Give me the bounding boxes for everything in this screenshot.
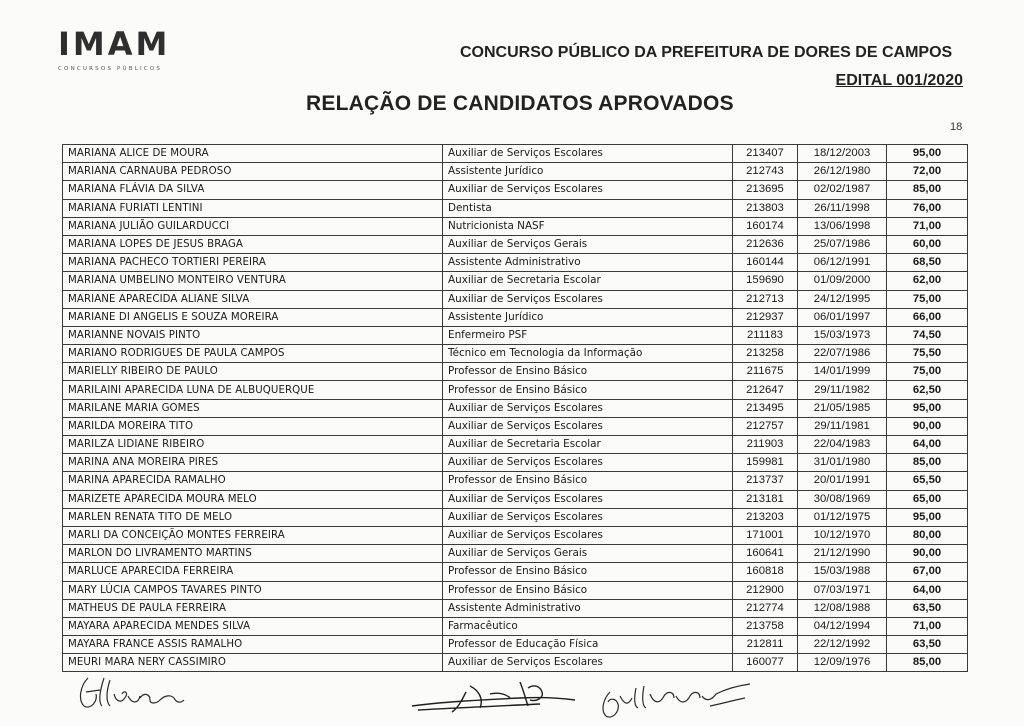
logo-wordmark: IMAM xyxy=(58,25,171,63)
candidate-name-cell: MARIANO RODRIGUES DE PAULA CAMPOS xyxy=(63,345,443,363)
score-cell: 72,00 xyxy=(887,163,968,181)
score-cell: 67,00 xyxy=(887,563,968,581)
score-cell: 64,00 xyxy=(887,581,968,599)
birth-date-cell: 10/12/1970 xyxy=(798,526,887,544)
signature-3 xyxy=(603,684,750,717)
position-cell: Auxiliar de Serviços Gerais xyxy=(443,545,733,563)
registration-cell: 212713 xyxy=(733,290,798,308)
score-cell: 63,50 xyxy=(887,599,968,617)
registration-cell: 213258 xyxy=(733,345,798,363)
candidate-name-cell: MEURI MARA NERY CASSIMIRO xyxy=(63,654,443,672)
table-row xyxy=(63,235,968,253)
page-number: 18 xyxy=(950,121,963,133)
approved-candidates-table xyxy=(62,144,968,672)
birth-date-cell: 26/12/1980 xyxy=(798,163,887,181)
birth-date-cell: 18/12/2003 xyxy=(798,145,887,163)
registration-cell: 213695 xyxy=(733,181,798,199)
position-cell: Auxiliar de Serviços Gerais xyxy=(443,235,733,253)
table-row xyxy=(63,199,968,217)
registration-cell: 213407 xyxy=(733,145,798,163)
score-cell: 68,50 xyxy=(887,254,968,272)
table-row xyxy=(63,490,968,508)
registration-cell: 212743 xyxy=(733,163,798,181)
table-row xyxy=(63,526,968,544)
registration-cell: 171001 xyxy=(733,526,798,544)
candidate-name-cell: MARIANA PACHECO TORTIERI PEREIRA xyxy=(63,254,443,272)
score-cell: 90,00 xyxy=(887,417,968,435)
candidate-name-cell: MARIANA ALICE DE MOURA xyxy=(63,145,443,163)
birth-date-cell: 22/04/1983 xyxy=(798,436,887,454)
birth-date-cell: 20/01/1991 xyxy=(798,472,887,490)
birth-date-cell: 22/07/1986 xyxy=(798,345,887,363)
birth-date-cell: 21/05/1985 xyxy=(798,399,887,417)
birth-date-cell: 06/01/1997 xyxy=(798,308,887,326)
table-row xyxy=(63,363,968,381)
score-cell: 80,00 xyxy=(887,526,968,544)
score-cell: 85,00 xyxy=(887,181,968,199)
score-cell: 85,00 xyxy=(887,454,968,472)
score-cell: 62,50 xyxy=(887,381,968,399)
score-cell: 65,00 xyxy=(887,490,968,508)
table-row xyxy=(63,181,968,199)
score-cell: 95,00 xyxy=(887,508,968,526)
score-cell: 71,00 xyxy=(887,617,968,635)
score-cell: 75,00 xyxy=(887,290,968,308)
birth-date-cell: 15/03/1988 xyxy=(798,563,887,581)
candidate-name-cell: MARIANA FURIATI LENTINI xyxy=(63,199,443,217)
position-cell: Auxiliar de Serviços Escolares xyxy=(443,526,733,544)
position-cell: Técnico em Tecnologia da Informação xyxy=(443,345,733,363)
score-cell: 66,00 xyxy=(887,308,968,326)
candidate-name-cell: MARIANA CARNAUBA PEDROSO xyxy=(63,163,443,181)
table-row xyxy=(63,508,968,526)
birth-date-cell: 02/02/1987 xyxy=(798,181,887,199)
candidate-name-cell: MARILZA LIDIANE RIBEIRO xyxy=(63,436,443,454)
position-cell: Professor de Ensino Básico xyxy=(443,363,733,381)
page-title: RELAÇÃO DE CANDIDATOS APROVADOS xyxy=(306,92,734,115)
score-cell: 65,50 xyxy=(887,472,968,490)
position-cell: Auxiliar de Serviços Escolares xyxy=(443,399,733,417)
registration-cell: 211675 xyxy=(733,363,798,381)
candidate-name-cell: MARIANE DI ANGELIS E SOUZA MOREIRA xyxy=(63,308,443,326)
candidate-name-cell: MARILANE MARIA GOMES xyxy=(63,399,443,417)
table-row xyxy=(63,599,968,617)
candidate-name-cell: MARIZETE APARECIDA MOURA MELO xyxy=(63,490,443,508)
position-cell: Professor de Ensino Básico xyxy=(443,563,733,581)
registration-cell: 160077 xyxy=(733,654,798,672)
birth-date-cell: 15/03/1973 xyxy=(798,326,887,344)
score-cell: 60,00 xyxy=(887,235,968,253)
registration-cell: 211183 xyxy=(733,326,798,344)
table-row xyxy=(63,308,968,326)
table-row xyxy=(63,345,968,363)
registration-cell: 212774 xyxy=(733,599,798,617)
score-cell: 76,00 xyxy=(887,199,968,217)
birth-date-cell: 26/11/1998 xyxy=(798,199,887,217)
birth-date-cell: 04/12/1994 xyxy=(798,617,887,635)
position-cell: Professor de Educação Física xyxy=(443,636,733,654)
registration-cell: 213181 xyxy=(733,490,798,508)
score-cell: 95,00 xyxy=(887,399,968,417)
position-cell: Auxiliar de Serviços Escolares xyxy=(443,181,733,199)
candidate-name-cell: MARINA APARECIDA RAMALHO xyxy=(63,472,443,490)
table-row xyxy=(63,290,968,308)
table-row xyxy=(63,163,968,181)
signatures xyxy=(0,664,1024,726)
birth-date-cell: 06/12/1991 xyxy=(798,254,887,272)
table-row xyxy=(63,581,968,599)
document-header-title: CONCURSO PÚBLICO DA PREFEITURA DE DORES DE CAMPOS xyxy=(460,44,953,61)
candidate-name-cell: MARINA ANA MOREIRA PIRES xyxy=(63,454,443,472)
candidate-name-cell: MAYARA FRANCE ASSIS RAMALHO xyxy=(63,636,443,654)
position-cell: Professor de Ensino Básico xyxy=(443,581,733,599)
position-cell: Nutricionista NASF xyxy=(443,217,733,235)
table-row xyxy=(63,454,968,472)
table-row xyxy=(63,545,968,563)
table-row xyxy=(63,636,968,654)
birth-date-cell: 29/11/1981 xyxy=(798,417,887,435)
position-cell: Auxiliar de Serviços Escolares xyxy=(443,490,733,508)
candidate-name-cell: MARILDA MOREIRA TITO xyxy=(63,417,443,435)
candidate-name-cell: MARIANA UMBELINO MONTEIRO VENTURA xyxy=(63,272,443,290)
position-cell: Farmacêutico xyxy=(443,617,733,635)
position-cell: Enfermeiro PSF xyxy=(443,326,733,344)
imam-logo xyxy=(58,25,188,78)
birth-date-cell: 31/01/1980 xyxy=(798,454,887,472)
birth-date-cell: 12/08/1988 xyxy=(798,599,887,617)
score-cell: 75,00 xyxy=(887,363,968,381)
birth-date-cell: 01/09/2000 xyxy=(798,272,887,290)
table-row xyxy=(63,563,968,581)
registration-cell: 213203 xyxy=(733,508,798,526)
position-cell: Professor de Ensino Básico xyxy=(443,472,733,490)
position-cell: Auxiliar de Secretaria Escolar xyxy=(443,272,733,290)
candidate-name-cell: MARIANA LOPES DE JESUS BRAGA xyxy=(63,235,443,253)
edital-number: EDITAL 001/2020 xyxy=(835,72,963,89)
score-cell: 90,00 xyxy=(887,545,968,563)
table-row xyxy=(63,272,968,290)
registration-cell: 159981 xyxy=(733,454,798,472)
birth-date-cell: 24/12/1995 xyxy=(798,290,887,308)
registration-cell: 212811 xyxy=(733,636,798,654)
candidate-name-cell: MATHEUS DE PAULA FERREIRA xyxy=(63,599,443,617)
birth-date-cell: 29/11/1982 xyxy=(798,381,887,399)
table-row xyxy=(63,472,968,490)
candidate-name-cell: MARIANA FLÁVIA DA SILVA xyxy=(63,181,443,199)
birth-date-cell: 25/07/1986 xyxy=(798,235,887,253)
registration-cell: 213803 xyxy=(733,199,798,217)
birth-date-cell: 01/12/1975 xyxy=(798,508,887,526)
table-row xyxy=(63,617,968,635)
birth-date-cell: 07/03/1971 xyxy=(798,581,887,599)
position-cell: Dentista xyxy=(443,199,733,217)
registration-cell: 212636 xyxy=(733,235,798,253)
registration-cell: 211903 xyxy=(733,436,798,454)
position-cell: Auxiliar de Serviços Escolares xyxy=(443,417,733,435)
position-cell: Assistente Jurídico xyxy=(443,163,733,181)
birth-date-cell: 22/12/1992 xyxy=(798,636,887,654)
table-row xyxy=(63,217,968,235)
score-cell: 95,00 xyxy=(887,145,968,163)
score-cell: 75,50 xyxy=(887,345,968,363)
table-row xyxy=(63,381,968,399)
table-row xyxy=(63,145,968,163)
position-cell: Auxiliar de Serviços Escolares xyxy=(443,654,733,672)
birth-date-cell: 21/12/1990 xyxy=(798,545,887,563)
registration-cell: 160144 xyxy=(733,254,798,272)
registration-cell: 159690 xyxy=(733,272,798,290)
score-cell: 85,00 xyxy=(887,654,968,672)
position-cell: Auxiliar de Serviços Escolares xyxy=(443,290,733,308)
birth-date-cell: 30/08/1969 xyxy=(798,490,887,508)
logo-subtitle: CONCURSOS PÚBLICOS xyxy=(58,66,163,72)
registration-cell: 212757 xyxy=(733,417,798,435)
table-row xyxy=(63,399,968,417)
position-cell: Auxiliar de Secretaria Escolar xyxy=(443,436,733,454)
registration-cell: 213758 xyxy=(733,617,798,635)
position-cell: Auxiliar de Serviços Escolares xyxy=(443,145,733,163)
candidate-name-cell: MARLUCE APARECIDA FERREIRA xyxy=(63,563,443,581)
candidate-name-cell: MARIANNE NOVAIS PINTO xyxy=(63,326,443,344)
position-cell: Professor de Ensino Básico xyxy=(443,381,733,399)
score-cell: 74,50 xyxy=(887,326,968,344)
candidate-name-cell: MARLEN RENATA TITO DE MELO xyxy=(63,508,443,526)
signature-1 xyxy=(81,678,184,707)
signature-2 xyxy=(412,682,575,712)
position-cell: Auxiliar de Serviços Escolares xyxy=(443,454,733,472)
birth-date-cell: 14/01/1999 xyxy=(798,363,887,381)
registration-cell: 213495 xyxy=(733,399,798,417)
candidate-name-cell: MAYARA APARECIDA MENDES SILVA xyxy=(63,617,443,635)
score-cell: 63,50 xyxy=(887,636,968,654)
birth-date-cell: 12/09/1976 xyxy=(798,654,887,672)
position-cell: Assistente Administrativo xyxy=(443,254,733,272)
candidate-name-cell: MARY LÚCIA CAMPOS TAVARES PINTO xyxy=(63,581,443,599)
candidate-name-cell: MARLI DA CONCEIÇÃO MONTES FERREIRA xyxy=(63,526,443,544)
registration-cell: 212647 xyxy=(733,381,798,399)
registration-cell: 160174 xyxy=(733,217,798,235)
table-body xyxy=(63,145,968,672)
position-cell: Assistente Administrativo xyxy=(443,599,733,617)
candidate-name-cell: MARILAINI APARECIDA LUNA DE ALBUQUERQUE xyxy=(63,381,443,399)
registration-cell: 212900 xyxy=(733,581,798,599)
score-cell: 62,00 xyxy=(887,272,968,290)
candidate-name-cell: MARLON DO LIVRAMENTO MARTINS xyxy=(63,545,443,563)
position-cell: Assistente Jurídico xyxy=(443,308,733,326)
registration-cell: 160641 xyxy=(733,545,798,563)
candidate-name-cell: MARIANA JULIÃO GUILARDUCCI xyxy=(63,217,443,235)
candidate-name-cell: MARIELLY RIBEIRO DE PAULO xyxy=(63,363,443,381)
registration-cell: 212937 xyxy=(733,308,798,326)
table-row xyxy=(63,326,968,344)
score-cell: 64,00 xyxy=(887,436,968,454)
registration-cell: 160818 xyxy=(733,563,798,581)
registration-cell: 213737 xyxy=(733,472,798,490)
position-cell: Auxiliar de Serviços Escolares xyxy=(443,508,733,526)
table-row xyxy=(63,417,968,435)
candidate-name-cell: MARIANE APARECIDA ALIANE SILVA xyxy=(63,290,443,308)
table-row xyxy=(63,254,968,272)
table-row xyxy=(63,436,968,454)
score-cell: 71,00 xyxy=(887,217,968,235)
birth-date-cell: 13/06/1998 xyxy=(798,217,887,235)
